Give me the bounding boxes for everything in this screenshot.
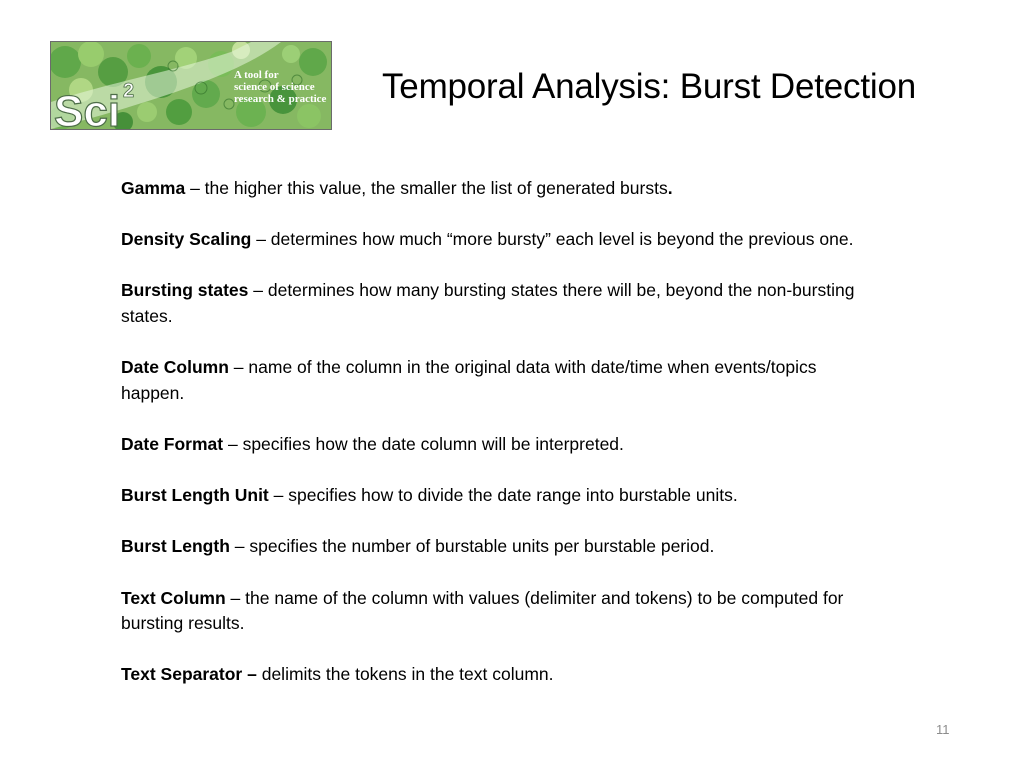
parameter-description: the name of the column with values (delimiter and tokens) to be computed for bursting results. [121,587,844,634]
parameter-term: Bursting states [121,280,249,301]
parameter-separator: – [228,357,249,378]
parameter-entry [121,278,881,329]
parameter-term: Text Column [121,587,226,608]
parameter-trailing-period: . [667,178,673,198]
parameter-description: the higher this value, the smaller the list of generated bursts [204,178,668,198]
sci2-logo [50,41,332,130]
parameter-entry [121,176,881,202]
parameter-list [121,176,881,713]
parameter-entry [121,227,881,253]
parameter-entry [121,432,881,458]
parameter-description: specifies how the date column will be interpreted. [242,433,624,454]
parameter-term: Burst Length Unit [121,485,269,506]
parameter-entry [121,662,881,688]
slide-title: Temporal Analysis: Burst Detection [382,67,916,106]
parameter-entry [121,534,881,560]
parameter-description: name of the column in the original data with date/time when events/topics happen. [121,357,817,403]
page-number: 11 [936,722,950,737]
parameter-term: Gamma [121,178,186,198]
logo-superscript: 2 [123,80,135,102]
parameter-term: Text Separator – [121,664,257,685]
parameter-term: Date Format [121,433,224,454]
parameter-separator: – [185,178,205,198]
parameter-term: Burst Length [121,536,230,557]
parameter-term: Date Column [121,357,229,378]
logo-mark: Sci [54,87,121,129]
parameter-separator: – [229,536,250,557]
parameter-description: specifies how to divide the date range into burstable units. [288,485,738,506]
parameter-separator: – [225,587,246,608]
parameter-separator: – [251,229,271,250]
parameter-description: determines how much “more bursty” each level is beyond the previous one. [270,229,854,250]
logo-tagline-2: science of science [234,81,315,93]
parameter-entry [121,355,881,406]
parameter-entry [121,586,881,637]
parameter-description: determines how many bursting states there will be, beyond the non-bursting states. [121,280,855,326]
parameter-separator: – [268,485,289,506]
parameter-entry [121,483,881,509]
parameter-term: Density Scaling [121,229,252,250]
logo-tagline-1: A tool for [234,69,279,81]
parameter-description: specifies the number of burstable units per burstable period. [249,536,715,557]
parameter-description: delimits the tokens in the text column. [261,664,554,685]
logo-tagline-3: research & practice [234,93,327,105]
parameter-separator: – [223,433,243,454]
parameter-separator: – [248,280,268,301]
